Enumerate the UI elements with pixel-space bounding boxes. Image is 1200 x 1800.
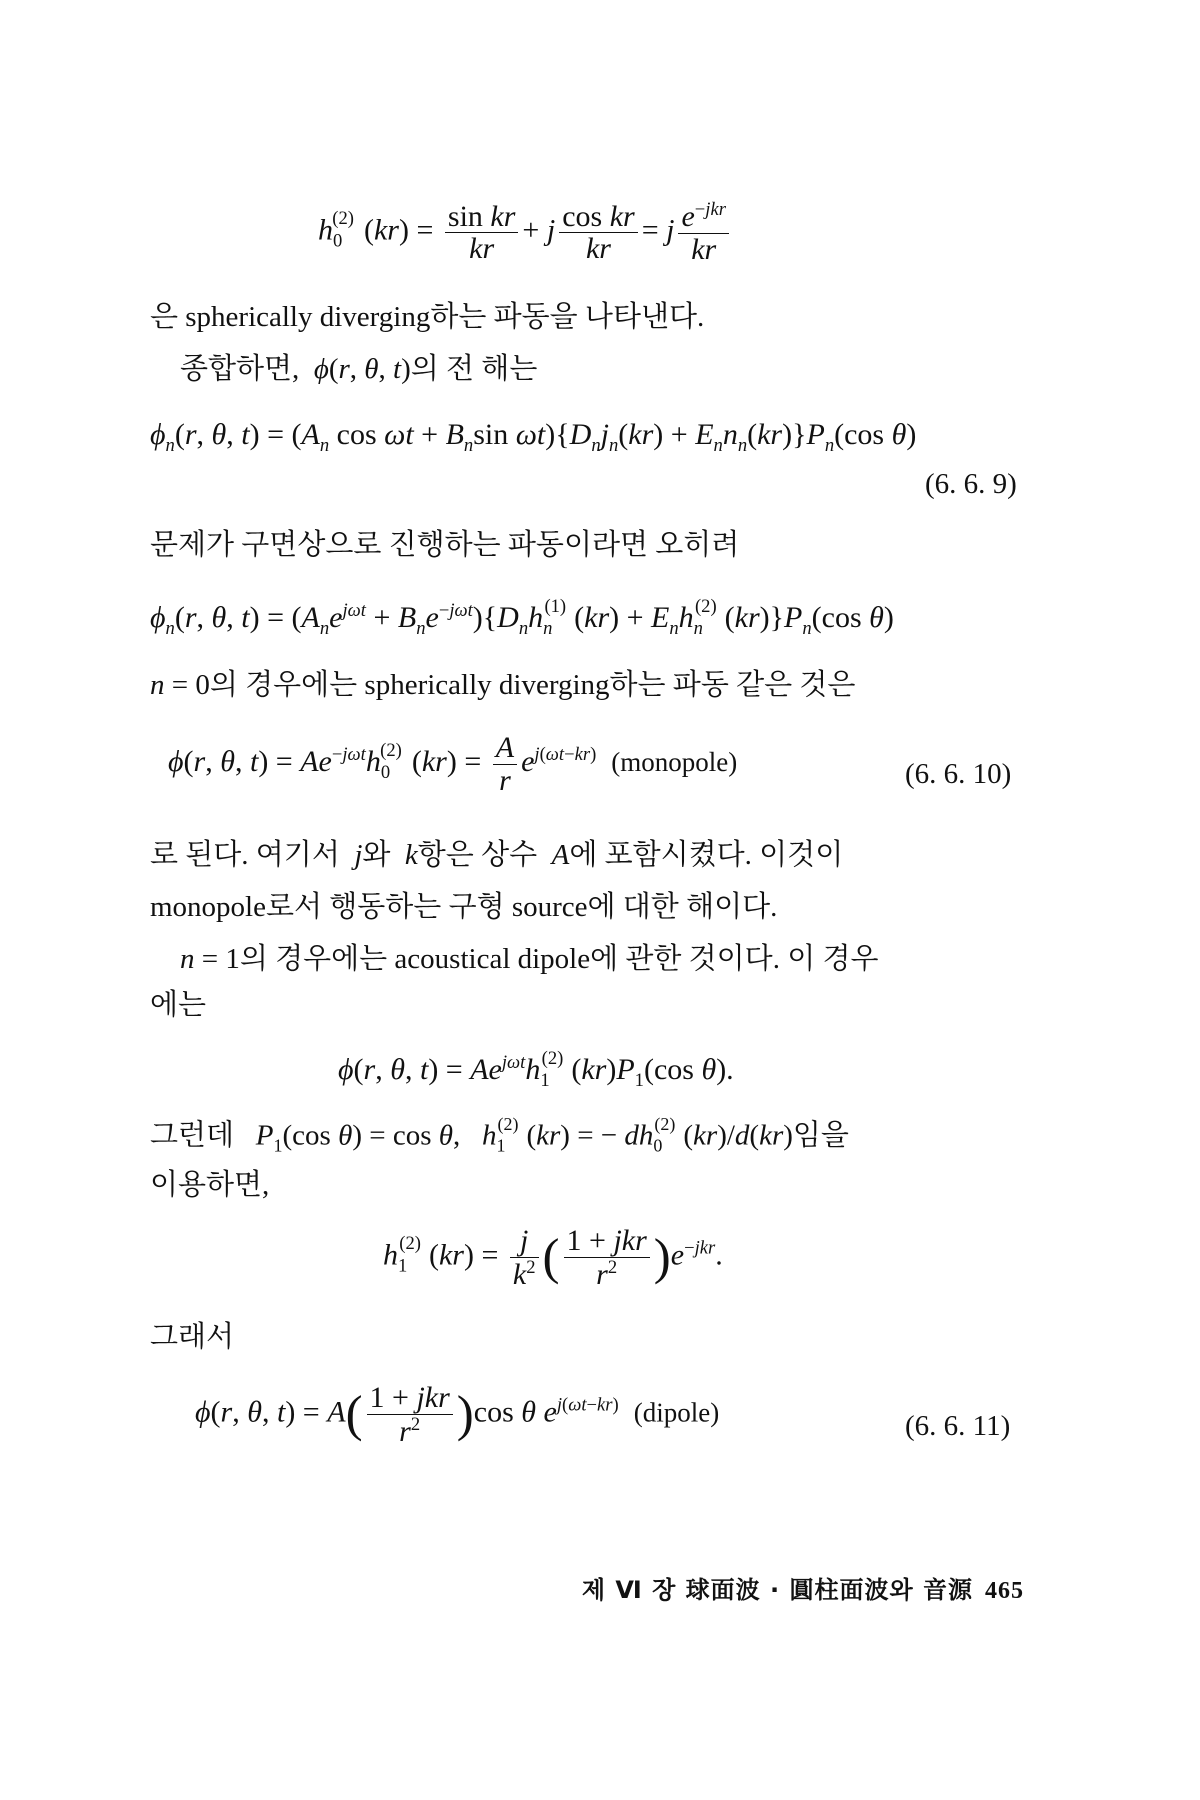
equation-number-6-6-11: (6. 6. 11)	[905, 1410, 1011, 1442]
equation-h1-expression: $h_1^{(2)}$ (kr) = $\frac{j}{k^2}$ ( $\frac{\text{1 + jkr}}{r^2}$ )$e^{-jkr}$.	[383, 1224, 723, 1291]
equation-number-6-6-10: (6. 6. 10)	[905, 758, 1012, 790]
equation-number-6-6-9: (6. 6. 9)	[925, 468, 1017, 500]
paragraph-line-5-c: 항은 상수	[417, 839, 538, 871]
paragraph-line-9-a: 그런데	[150, 1119, 235, 1152]
paragraph-line-9-b: 임을	[792, 1119, 849, 1152]
equation-hankel-solution: $\phi_n(r$, θ, $t) = (A_ne^{j\omega t} + B_ne^{-j\omega t})\{D_nh_n^{(1)}$ $(kr) + E_nh_n^{(2)}$ $(kr)\}P_n(\cos$ θ)	[150, 596, 894, 639]
paragraph-line-4-text: 의 경우에는 spherically diverging하는 파동 같은 것은	[209, 669, 856, 701]
page-number: 465	[985, 1578, 1024, 1604]
paragraph-line-5-d: 에 포함시켰다. 이것이	[569, 839, 844, 871]
paragraph-line-5: 로 된다. 여기서 j와 k항은 상수 A에 포함시켰다. 이것이	[150, 839, 844, 871]
paragraph-line-7-text: 의 경우에는 acoustical dipole에 관한 것이다. 이 경우	[239, 943, 879, 975]
paragraph-line-5-b: 와	[362, 839, 391, 871]
footer-chapter: 제 Ⅵ 장 球面波 · 圓柱面波와 音源	[581, 1576, 973, 1604]
equation-dipole-general: ϕ(r, θ, $t) = Ae^{j\omega t}h_1^{(2)}$ $(kr)P_1(\cos$ θ).	[338, 1048, 734, 1091]
paragraph-line-10: 이용하면,	[150, 1169, 270, 1201]
paragraph-line-2-text: 종합하면,	[180, 353, 300, 385]
equation-general-solution: $\phi_n(r$, θ, $t) = (A_n$ $\cos \omega t + B_n\sin$ $\omega t)\{D_nj_n(kr) + E_nn_n(kr)\}P_n(\cos$ θ)	[150, 418, 917, 456]
paragraph-line-1: 은 spherically diverging하는 파동을 나타낸다.	[150, 301, 705, 333]
equation-dipole: ϕ(r, θ, t) = A( $\frac{\text{1 + jkr}}{r^2}$ )cos θ $e^{j(\omega t-kr)}$ (dipole)	[195, 1381, 720, 1448]
equation-monopole: ϕ(r, θ, $t) = Ae^{-j\omega t}h_0^{(2)}$ (kr) = $\frac{A}{r}$ $e^{j(\omega t-kr)}$ (monopole)	[168, 731, 738, 797]
monopole-label: (monopole)	[611, 746, 738, 777]
paragraph-line-9: 그런데 $P_1(\cos$ θ) = cos θ, $h_1^{(2)}$ (kr) = − $dh_0^{(2)}$ (kr)/d(kr)임을	[150, 1114, 849, 1156]
equation-h0-definition: $h_0^{(2)}$ (kr) = $\frac{\text{sin kr}}{kr}$ + j $\frac{\text{cos kr}}{kr}$ = j $\frac{e^{-jkr}}{kr}$	[318, 200, 733, 265]
paragraph-line-11: 그래서	[150, 1321, 235, 1353]
paragraph-line-5-a: 로 된다. 여기서	[150, 839, 340, 871]
paragraph-line-8: 에는	[150, 989, 207, 1021]
dipole-label: (dipole)	[633, 1397, 720, 1428]
paragraph-line-7: n = 1의 경우에는 acoustical dipole에 관한 것이다. 이 경우	[180, 943, 879, 975]
paragraph-line-2-tail: 의 전 해는	[410, 353, 538, 385]
paragraph-line-4: n = 0의 경우에는 spherically diverging하는 파동 같은 것은	[150, 669, 856, 701]
paragraph-line-3: 문제가 구면상으로 진행하는 파동이라면 오히려	[150, 529, 740, 561]
paragraph-line-2: 종합하면, ϕ(r, θ, t)의 전 해는	[180, 353, 538, 385]
page-footer	[582, 1570, 1024, 1605]
paragraph-line-6: monopole로서 행동하는 구형 source에 대한 해이다.	[150, 891, 778, 923]
